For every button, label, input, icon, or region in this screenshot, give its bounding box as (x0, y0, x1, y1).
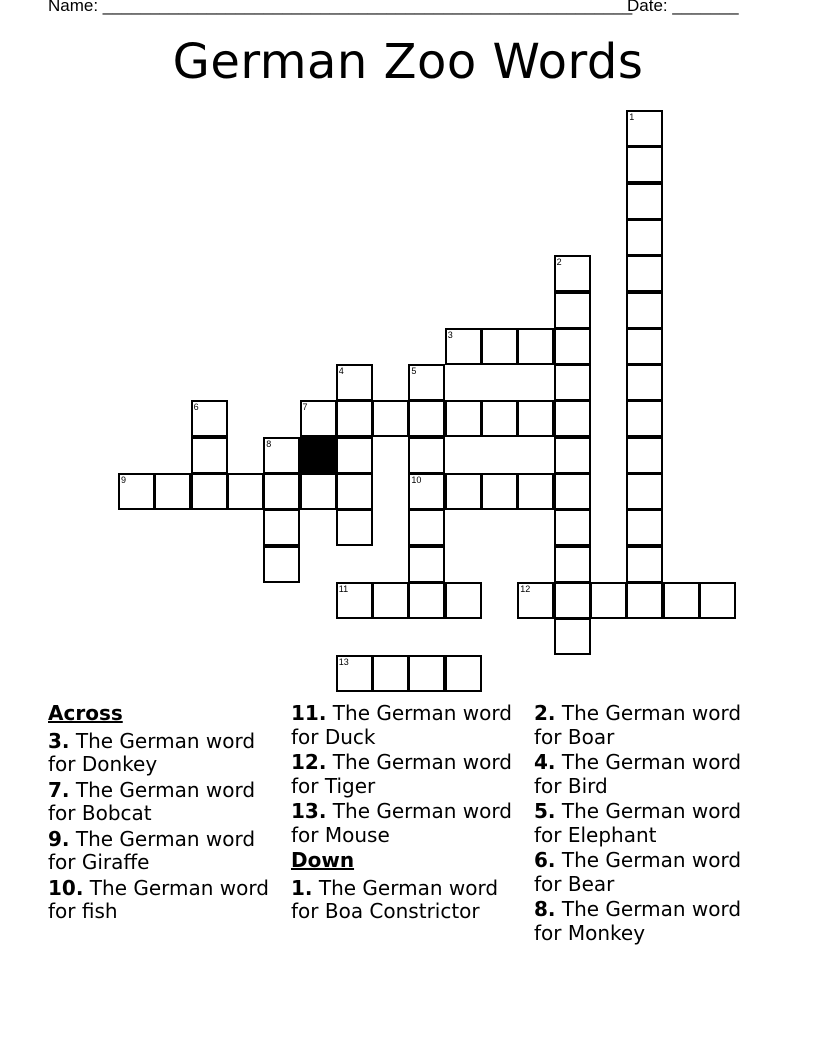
clue-number-label: 4 (338, 366, 344, 377)
grid-cell[interactable] (626, 582, 663, 619)
clue-text: The German word for Tiger (291, 750, 512, 798)
grid-cell[interactable] (263, 546, 300, 583)
clue-column-3 (534, 702, 764, 947)
grid-cell[interactable] (408, 364, 445, 401)
grid-cell[interactable] (191, 400, 228, 437)
clue-across-7 (48, 779, 278, 826)
clue-number-label: 6 (193, 402, 199, 413)
grid-cell[interactable] (554, 509, 591, 546)
clue-text: The German word for Mouse (291, 799, 512, 847)
down-heading: Down (291, 848, 355, 872)
grid-cell[interactable] (554, 618, 591, 655)
grid-cell[interactable] (554, 546, 591, 583)
grid-cell[interactable] (372, 582, 409, 619)
clue-column-1 (48, 702, 278, 926)
black-square (300, 437, 337, 474)
grid-cell[interactable] (336, 437, 373, 474)
grid-cell[interactable] (626, 219, 663, 256)
grid-cell[interactable] (336, 582, 373, 619)
clue-down-6 (534, 849, 764, 896)
grid-cell[interactable] (191, 473, 228, 510)
grid-cell[interactable] (408, 473, 445, 510)
grid-cell[interactable] (408, 509, 445, 546)
grid-cell[interactable] (481, 328, 518, 365)
grid-cell[interactable] (372, 655, 409, 692)
clue-text: The German word for Elephant (534, 799, 742, 847)
grid-cell[interactable] (227, 473, 264, 510)
clue-number: 13. (291, 799, 327, 823)
grid-cell[interactable] (554, 292, 591, 329)
clue-text: The German word for Bear (534, 848, 742, 896)
grid-cell[interactable] (626, 509, 663, 546)
grid-cell[interactable] (263, 437, 300, 474)
grid-cell[interactable] (336, 655, 373, 692)
grid-cell[interactable] (626, 328, 663, 365)
clue-number: 4. (534, 750, 556, 774)
clue-number: 12. (291, 750, 327, 774)
clue-number: 3. (48, 728, 70, 753)
grid-cell[interactable] (554, 255, 591, 292)
clue-text: The German word for fish (48, 875, 269, 923)
date-field-label: Date: _______ (627, 0, 739, 15)
clue-text: The German word for Monkey (534, 897, 742, 945)
grid-cell[interactable] (626, 110, 663, 147)
clue-across-12 (291, 751, 521, 798)
clue-number-label: 12 (520, 583, 531, 594)
grid-cell[interactable] (554, 473, 591, 510)
clue-number: 11. (291, 701, 327, 725)
grid-cell[interactable] (626, 183, 663, 220)
grid-cell[interactable] (300, 473, 337, 510)
grid-cell[interactable] (118, 473, 155, 510)
grid-cell[interactable] (626, 146, 663, 183)
clue-number: 7. (48, 777, 70, 802)
clue-text: The German word for Duck (291, 701, 512, 749)
grid-cell[interactable] (445, 655, 482, 692)
grid-cell[interactable] (481, 473, 518, 510)
grid-cell[interactable] (517, 328, 554, 365)
grid-cell[interactable] (408, 400, 445, 437)
grid-cell[interactable] (517, 473, 554, 510)
clue-number: 1. (291, 875, 313, 900)
clue-text: The German word for Boa Constrictor (291, 875, 499, 923)
clue-text: The German word for Bobcat (48, 777, 256, 825)
grid-cell[interactable] (626, 437, 663, 474)
across-heading: Across (48, 701, 123, 725)
clue-text: The German word for Bird (534, 750, 742, 798)
clue-number-label: 11 (338, 583, 349, 594)
clue-number: 6. (534, 848, 556, 872)
name-field-label: Name: ________________________________________________________ (48, 0, 633, 15)
grid-cell[interactable] (445, 400, 482, 437)
clue-number-label: 2 (556, 257, 562, 268)
grid-cell[interactable] (263, 473, 300, 510)
grid-cell[interactable] (554, 364, 591, 401)
grid-cell[interactable] (554, 400, 591, 437)
grid-cell[interactable] (336, 400, 373, 437)
grid-cell[interactable] (663, 582, 700, 619)
clue-down-8 (534, 898, 764, 945)
grid-cell[interactable] (263, 509, 300, 546)
clue-number: 10. (48, 875, 84, 900)
clue-number: 5. (534, 799, 556, 823)
grid-cell[interactable] (336, 473, 373, 510)
clue-down-5 (534, 800, 764, 847)
grid-cell[interactable] (445, 328, 482, 365)
grid-cell[interactable] (408, 655, 445, 692)
clue-across-9 (48, 828, 278, 875)
grid-cell[interactable] (626, 473, 663, 510)
grid-cell[interactable] (154, 473, 191, 510)
clue-number: 8. (534, 897, 556, 921)
grid-cell[interactable] (626, 292, 663, 329)
grid-cell[interactable] (517, 400, 554, 437)
grid-cell[interactable] (626, 546, 663, 583)
clue-number-label: 3 (447, 329, 453, 340)
clue-text: The German word for Giraffe (48, 826, 256, 874)
clue-down-1 (291, 877, 521, 924)
clue-across-3 (48, 730, 278, 777)
clue-number-label: 1 (629, 112, 635, 122)
grid-cell[interactable] (626, 255, 663, 292)
clue-number-label: 13 (338, 656, 349, 667)
grid-cell[interactable] (517, 582, 554, 619)
clue-column-2 (291, 702, 521, 926)
page-title: German Zoo Words (172, 34, 644, 90)
clue-number-label: 9 (121, 475, 127, 485)
grid-cell[interactable] (445, 473, 482, 510)
clue-across-10 (48, 877, 278, 924)
grid-cell[interactable] (626, 400, 663, 437)
grid-cell[interactable] (408, 437, 445, 474)
grid-cell[interactable] (626, 364, 663, 401)
clue-across-11 (291, 702, 521, 749)
grid-cell[interactable] (408, 546, 445, 583)
clue-number: 2. (534, 701, 556, 725)
clue-text: The German word for Boar (534, 701, 742, 749)
grid-cell[interactable] (300, 400, 337, 437)
grid-cell[interactable] (372, 400, 409, 437)
clue-number-label: 5 (411, 366, 417, 377)
grid-cell[interactable] (699, 582, 736, 619)
clue-across-13 (291, 800, 521, 847)
grid-cell[interactable] (590, 582, 627, 619)
grid-cell[interactable] (336, 509, 373, 546)
clue-number-label: 7 (302, 402, 308, 413)
clue-text: The German word for Donkey (48, 728, 256, 776)
grid-cell[interactable] (481, 400, 518, 437)
grid-cell[interactable] (408, 582, 445, 619)
clue-down-4 (534, 751, 764, 798)
clue-number-label: 8 (266, 438, 272, 449)
clue-number-label: 10 (411, 475, 422, 485)
clue-down-2 (534, 702, 764, 749)
clue-number: 9. (48, 826, 70, 851)
grid-cell[interactable] (554, 437, 591, 474)
grid-cell[interactable] (445, 582, 482, 619)
grid-cell[interactable] (554, 328, 591, 365)
grid-cell[interactable] (336, 364, 373, 401)
grid-cell[interactable] (191, 437, 228, 474)
grid-cell[interactable] (554, 582, 591, 619)
